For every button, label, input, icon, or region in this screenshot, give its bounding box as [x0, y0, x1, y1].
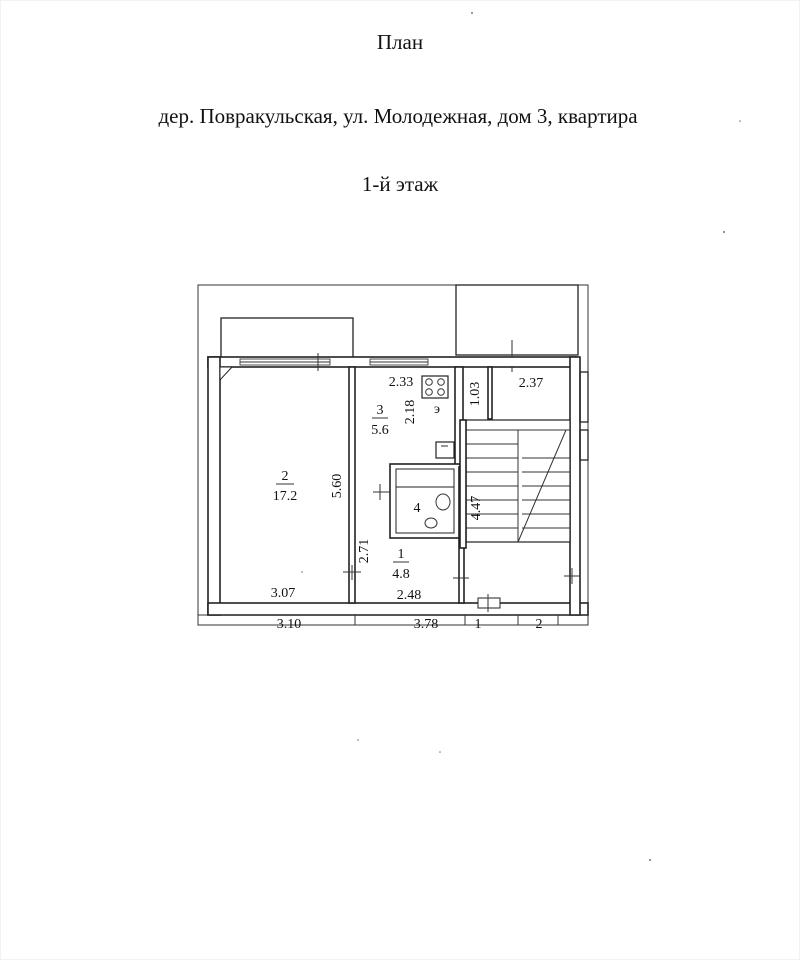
room-2-number: 2: [281, 469, 289, 484]
left-wall: [208, 357, 220, 615]
room-3-number: 3: [376, 403, 384, 418]
stove-icon: [422, 376, 448, 398]
dim-room2-width: 3.07: [270, 586, 296, 601]
address-line: дер. Повракульская, ул. Молодежная, дом 3, квартира: [158, 104, 638, 128]
room-1-number: 1: [397, 547, 405, 562]
room-1-area: 4.8: [392, 567, 410, 582]
dim-stair-small: 1.03: [468, 381, 483, 407]
plan-title: План: [376, 30, 424, 54]
floor-label: 1-й этаж: [361, 172, 439, 196]
room-2-area: 17.2: [272, 489, 298, 504]
bottom-wall: [208, 603, 588, 615]
bathtub-icon: [396, 469, 454, 487]
upper-landing: [456, 285, 578, 355]
room-3-area: 5.6: [371, 423, 389, 438]
dim-bottom-mark-1: 1: [474, 617, 482, 632]
dim-room2-length: 5.60: [330, 473, 345, 499]
dim-room1-width: 2.48: [396, 588, 422, 603]
svg-text:э: э: [433, 402, 441, 417]
dim-room3-width: 2.33: [388, 375, 414, 390]
dim-stair-length: 4.47: [469, 495, 484, 521]
dim-room3-length: 2.18: [403, 399, 418, 425]
dim-room1-length: 2.71: [357, 538, 372, 564]
dim-bottom-mid: 3.78: [413, 617, 439, 632]
room-4-number: 4: [413, 501, 421, 516]
dim-bottom-left: 3.10: [276, 617, 302, 632]
dim-stair-width: 2.37: [518, 376, 544, 391]
kitchen-sink-icon: [436, 442, 454, 458]
dim-bottom-mark-2: 2: [535, 617, 543, 632]
balcony: [221, 318, 353, 360]
